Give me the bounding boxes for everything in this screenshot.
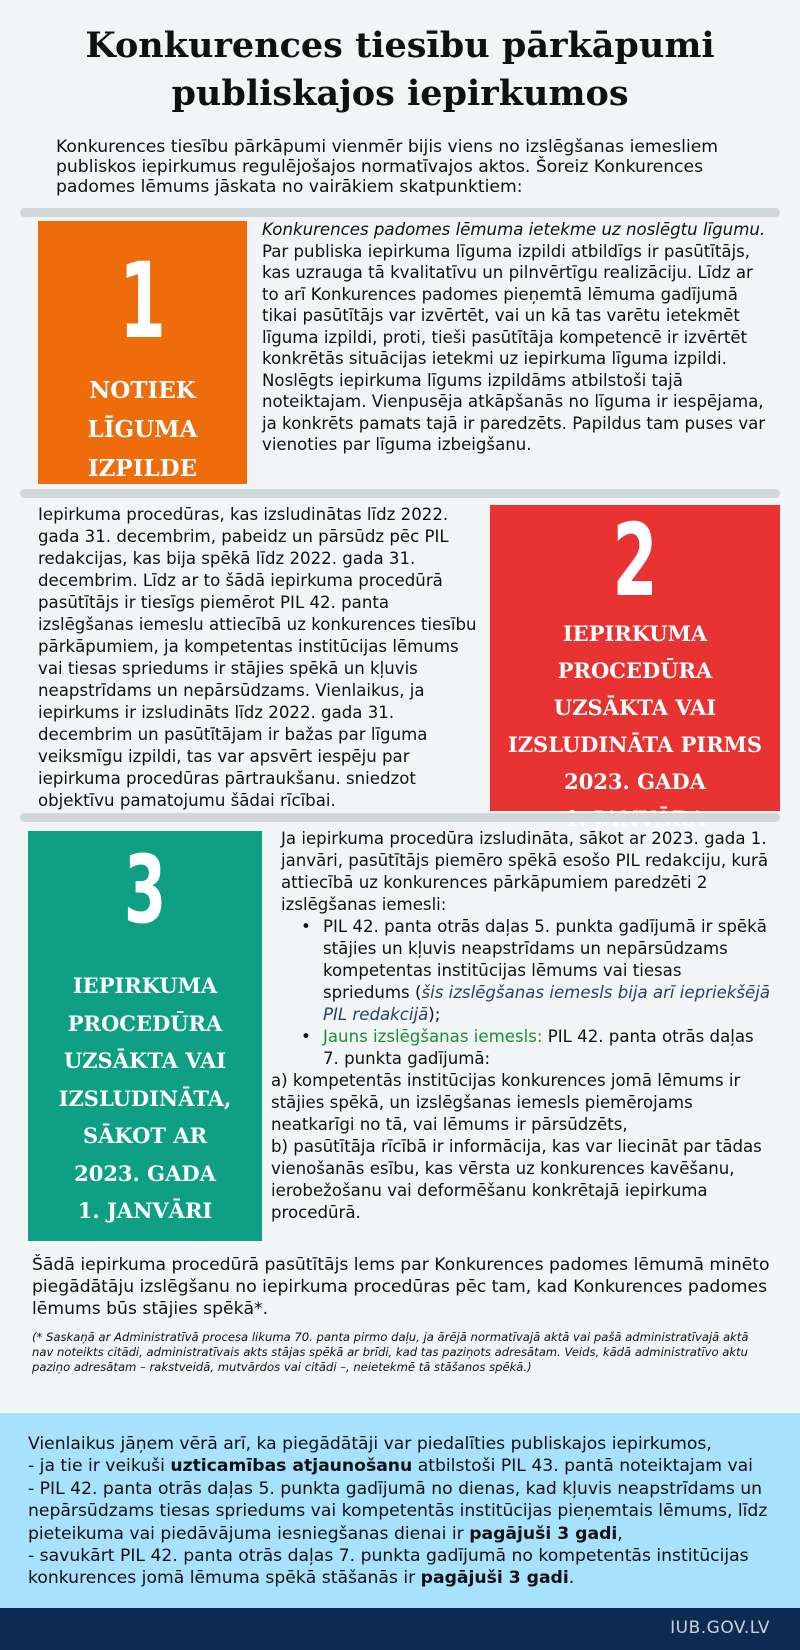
bottom-line-2-bold: uzticamības atjaunošanu: [170, 1456, 413, 1477]
title-line-2: publiskajos iepirkumos: [171, 73, 629, 114]
section-2-label-line: IZSLUDINĀTA PIRMS: [507, 732, 763, 757]
section-1-label: [38, 371, 247, 488]
bottom-line-3-b: ,: [617, 1523, 623, 1544]
bottom-line-4-a: - savukārt PIL 42. panta otrās daļas 7. punkta gadījumā no kompetentās institūcijas konkurences jomā lēmuma spēkā stāšanās ir: [28, 1546, 749, 1589]
section-1-label-line: LĪGUMA: [87, 416, 198, 443]
intro-paragraph: Konkurences tiesību pārkāpumi vienmēr bijis viens no izslēgšanas iemesliem publiskos iepirkumus regulējošajos normatīvajos aktos. Šoreiz Konkurences padomes lēmums jāskata no vairākiem skatpunktiem:: [56, 137, 719, 197]
section-3-label-line: IEPIRKUMA: [72, 973, 218, 998]
divider: [20, 813, 780, 822]
bottom-line-3: [28, 1478, 778, 1545]
item-a: a) kompetentās institūcijas konkurences jomā lēmums ir stājies spēkā, un izslēgšanas iemesls piemērojams neatkarīgi no tā, vai lēmums ir pārsūdzēts,: [271, 1071, 741, 1134]
bullet-1-note: šis izslēgšanas iemesls bija arī iepriekšējā PIL redakcijā: [323, 983, 771, 1024]
section-3-label-line: 1. JANVĀRI: [77, 1198, 213, 1223]
bottom-line-2-b: atbilstoši PIL 43. pantā noteiktajam vai: [412, 1456, 753, 1477]
bottom-line-3-a: - PIL 42. panta otrās daļas 5. punkta gadījumā no dienas, kad kļuvis neapstrīdams un nepārsūdzams tiesas spriedums vai kompetentās institūcijas pieņemtais lēmums, līdz pieteikuma vai piedāvājuma iesniegšanas dienai ir: [28, 1478, 768, 1544]
section-2-text: Iepirkuma procedūras, kas izsludinātas līdz 2022. gada 31. decembrim, pabeidz un pārsūdz pēc PIL redakcijas, kas bija spēkā līdz 2022. gada 31. decembrim. Līdz ar to šādā iepirkuma procedūrā pasūtītājs ir tiesīgs piemērot PIL 42. panta izslēgšanas iemeslu attiecībā uz konkurences tiesību pārkāpumiem, ja kompetentas institūcijas lēmums vai tiesas spriedums ir stājies spēkā un kļuvis neapstrīdams un nepārsūdzams. Vienlaikus, ja iepirkums ir izsludināts līdz 2022. gada 31. decembrim un pasūtītājam ir bažas par līguma veiksmīgu izpildi, tas var apsvērt iespēju par iepirkuma procedūras pārtraukšanu. sniedzot objektīvu pamatojumu šādai rīcībai.: [38, 505, 477, 810]
bullet-1-end: );: [428, 1005, 441, 1024]
section-2-label-line: PROCEDŪRA: [557, 658, 713, 683]
divider: [20, 489, 780, 498]
bottom-line-2-a: - ja tie ir veikuši: [28, 1456, 171, 1477]
section-1-badge: [38, 221, 247, 484]
item-b: b) pasūtītāja rīcībā ir informācija, kas var liecināt par tādas vienošanās esību, kas vērsta uz konkurences kavēšanu, ierobežošanu vai deformēšanu konkrētajā iepirkuma procedūrā.: [271, 1137, 762, 1222]
bottom-line-2: [28, 1455, 778, 1477]
bottom-line-3-bold: pagājuši 3 gadi: [469, 1523, 618, 1544]
bullet-2-green-label: Jauns izslēgšanas iemesls:: [323, 1027, 543, 1046]
section-1-label-line: NOTIEK: [89, 377, 196, 404]
section-3-label-line: IZSLUDINĀTA,: [58, 1085, 232, 1111]
title-line-1: Konkurences tiesību pārkāpumi: [85, 25, 715, 66]
bottom-line-4-b: .: [568, 1568, 575, 1589]
list-item: [281, 916, 771, 1026]
footer-bar: [0, 1608, 800, 1650]
bottom-line-4: [28, 1545, 778, 1590]
page-title: [0, 22, 800, 118]
section-2-label-line: IEPIRKUMA: [562, 621, 708, 646]
bottom-line-4-bold: pagājuši 3 gadi: [420, 1568, 569, 1589]
section-1-text-italic: Konkurences padomes lēmuma ietekme uz noslēgtu līgumu.: [262, 220, 766, 239]
section-3-label-line: UZSĀKTA VAI: [63, 1048, 227, 1073]
divider: [20, 208, 780, 217]
section-3-bullet-list: [281, 916, 771, 1070]
section-3-text: [271, 828, 771, 1224]
section-2-label-line: 2023. GADA: [564, 769, 706, 794]
bullet-1-text: PIL 42. panta otrās daļas 5. punkta gadījumā ir spēkā stājies un kļuvis neapstrīdams un nepārsūdzams kompetentas institūcijas lēmums vai tiesas spriedums (: [323, 917, 767, 1002]
list-item: [281, 1026, 771, 1070]
section-1-label-line: IZPILDE: [87, 455, 198, 482]
section-2-label-line: UZSĀKTA VAI: [553, 695, 717, 720]
section-1-text-body: Par publiska iepirkuma līguma izpildi atbildīgs ir pasūtītājs, kas uzrauga tā kvalitatīvu un pilnvērtīgu realizāciju. Līdz ar to arī Konkurences padomes pieņemtā lēmuma gadījumā tikai pasūtītājs var izvērtēt, vai un kā tas varētu ietekmēt līguma izpildi, proti, tieši pasūtītāja kompetencē ir izvērtēt konkrētās situācijas ietekmi uz iepirkuma līguma izpildi. Noslēgts iepirkuma līgums izpildāms atbilstoši tajā noteiktajam. Vienpusēja atkāpšanās no līguma ir iespējama, ja konkrēts pamats tajā ir paredzēts. Papildus tam puses var vienoties par līguma izbeigšanu.: [262, 241, 766, 454]
section-1-text: [262, 219, 770, 456]
section-3-label-line: 2023. GADA: [74, 1160, 216, 1186]
section-2-label: [490, 615, 780, 837]
section-3-label-line: SĀKOT AR: [82, 1123, 208, 1148]
section-2-number: 2: [612, 502, 658, 619]
section-3-intro: Ja iepirkuma procedūra izsludināta, sākot ar 2023. gada 1. janvāri, pasūtītājs piemēro spēkā esošo PIL redakciju, kurā attiecībā uz konkurences pārkāpumiem paredzēti 2 izslēgšanas iemesli:: [281, 829, 768, 914]
footer-site-link[interactable]: IUB.GOV.LV: [670, 1618, 770, 1638]
section-3-label-line: PROCEDŪRA: [67, 1010, 223, 1036]
footnote: (* Saskaņā ar Administratīvā procesa likuma 70. panta pirmo daļu, ja ārējā normatīvajā aktā vai pašā administratīvajā aktā nav noteikts citādi, administratīvais akts stājas spēkā ar brīdi, kad tas paziņots adresātam. Veids, kādā administratīvo aktu paziņo adresātam – rakstveidā, mutvārdos vai citādi –, neietekmē tā stāšanos spēkā.): [32, 1330, 749, 1374]
bullet-2-text: PIL 42. panta otrās daļas 7. punkta gadījumā:: [323, 1027, 754, 1068]
section-3-conclusion: Šādā iepirkuma procedūrā pasūtītājs lems par Konkurences padomes lēmumā minēto piegādātāju izslēgšanu no iepirkuma procedūras pēc tam, kad Konkurences padomes lēmums būs stājies spēkā*.: [32, 1255, 770, 1319]
section-2-badge: [490, 502, 780, 811]
section-3-number: 3: [123, 836, 167, 945]
section-1-number: 1: [119, 240, 166, 362]
section-3-badge: [28, 831, 262, 1241]
bottom-info-text: [28, 1433, 778, 1590]
section-3-label: [28, 967, 262, 1230]
bottom-line-1: Vienlaikus jāņem vērā arī, ka piegādātāji var piedalīties publiskajos iepirkumos,: [28, 1434, 712, 1454]
